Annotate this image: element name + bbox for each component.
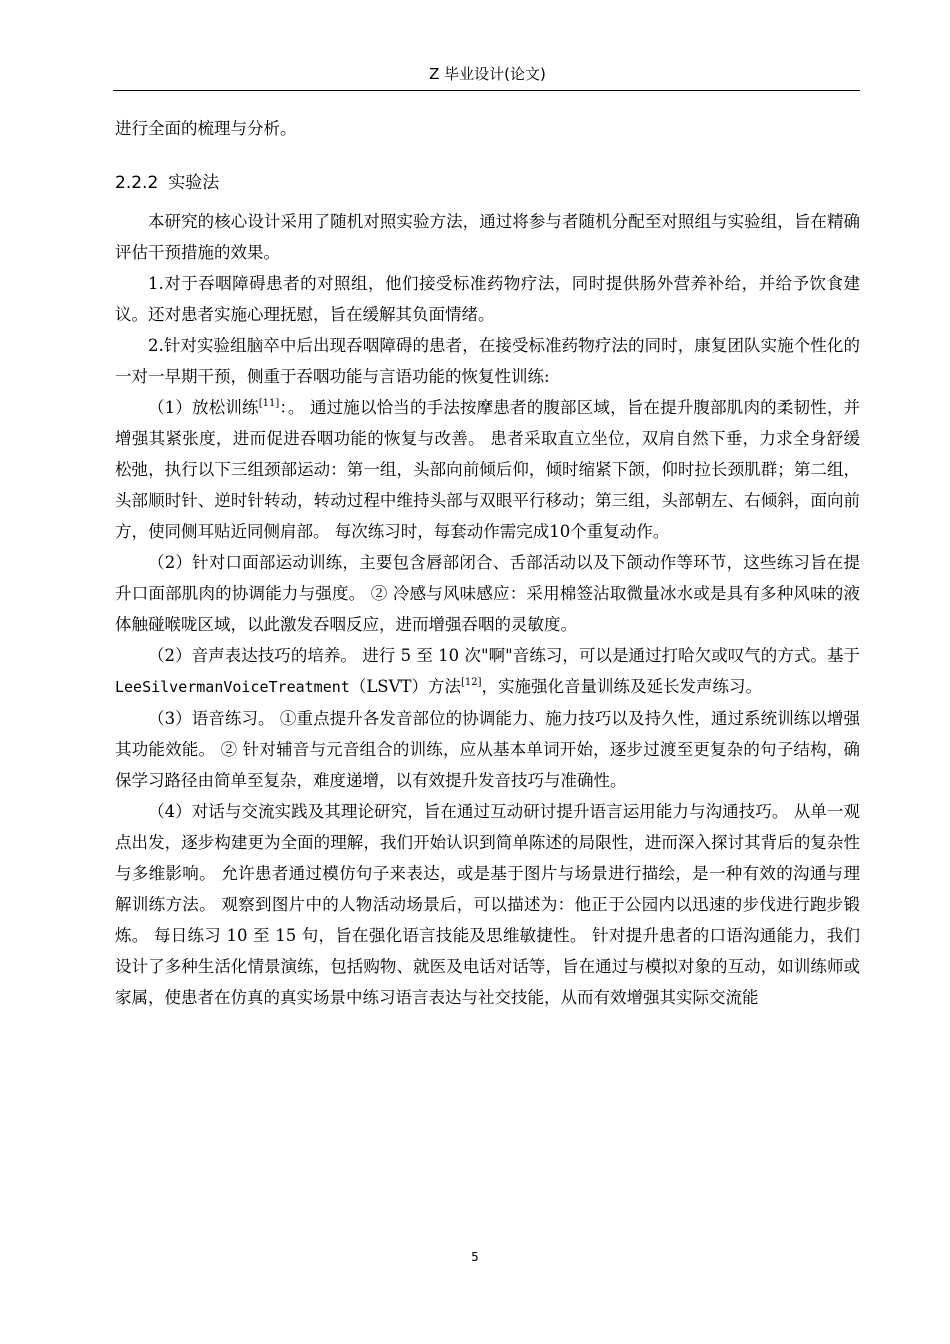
- voice-text-b: （LSVT）方法: [349, 677, 461, 696]
- citation-11: [11]: [258, 398, 280, 409]
- document-body: [115, 113, 860, 1013]
- section-title: 实验法: [168, 173, 220, 193]
- running-header: Z 毕业设计(论文): [429, 65, 546, 83]
- intro-line: 进行全面的梳理与分析。: [115, 119, 297, 138]
- section-number: 2.2.2: [115, 173, 159, 193]
- relaxation-text: ：。 通过施以恰当的手法按摩患者的腹部区域，旨在提升腹部肌肉的柔韧性，并增强其紧张度，进而促进吞咽功能的恢复与改善。 患者采取直立坐位，双肩自然下垂，力求全身舒缓松弛，执行以下三组颈部运动：第一组，头部向前倾后仰，倾时缩紧下颌，仰时拉长颈肌群；第二组，头部顺时针、逆时针转动，转动过程中维持头部与双眼平行移动；第三组，头部朝左、右倾斜，面向前方，使同侧耳贴近同侧肩部。 每次练习时，每套动作需完成10个重复动作。: [115, 398, 860, 541]
- paragraph-orofacial-training: （2）针对口面部运动训练，主要包含唇部闭合、舌部活动以及下颌动作等环节，这些练习旨在提升口面部肌肉的协调能力与强度。 ② 冷感与风味感应：采用棉签沾取微量冰水或是具有多种风味的液体触碰喉咙区域，以此激发吞咽反应，进而增强吞咽的灵敏度。: [115, 553, 860, 634]
- paragraph-voice-training: [115, 640, 860, 703]
- paragraph-experimental-group: 2.针对实验组脑卒中后出现吞咽障碍的患者，在接受标准药物疗法的同时，康复团队实施个性化的一对一早期干预，侧重于吞咽功能与言语功能的恢复性训练:: [115, 336, 860, 386]
- page-number: 5: [471, 1250, 479, 1264]
- paragraph-dialogue-practice: （4）对话与交流实践及其理论研究，旨在通过互动研讨提升语言运用能力与沟通技巧。 从单一观点出发，逐步构建更为全面的理解，我们开始认识到简单陈述的局限性，进而深入探讨其背后的复杂性与多维影响。 允许患者通过模仿句子来表达，或是基于图片与场景进行描绘，是一种有效的沟通与理解训练方法。 观察到图片中的人物活动场景后，可以描述为：他正于公园内以迅速的步伐进行跑步锻炼。 每日练习 10 至 15 句，旨在强化语言技能及思维敏捷性。 针对提升患者的口语沟通能力，我们设计了多种生活化情景演练，包括购物、就医及电话对话等，旨在通过与模拟对象的互动，如训练师或家属，使患者在仿真的真实场景中练习语言表达与社交技能，从而有效增强其实际交流能: [115, 802, 860, 1007]
- paragraph-articulation-practice: （3）语音练习。 ①重点提升各发音部位的协调能力、施力技巧以及持久性，通过系统训练以增强其功能效能。 ② 针对辅音与元音组合的训练，应从基本单词开始，逐步过渡至更复杂的句子结构，确保学习路径由简单至复杂，难度递增，以有效提升发音技巧与准确性。: [115, 709, 860, 790]
- voice-text-c: ，实施强化音量训练及延长发声练习。: [481, 677, 763, 696]
- voice-text-a: （2）音声表达技巧的培养。 进行 5 至 10 次"啊"音练习，可以是通过打哈欠或叹气的方式。基于: [148, 646, 860, 665]
- paragraph-control-group: 1.对于吞咽障碍患者的对照组，他们接受标准药物疗法，同时提供肠外营养补给，并给予饮食建议。还对患者实施心理抚慰，旨在缓解其负面情绪。: [115, 274, 860, 324]
- relaxation-heading: （1）放松训练: [148, 398, 259, 417]
- lsvt-name: LeeSilvermanVoiceTreatment: [115, 678, 350, 696]
- paragraph-study-design: 本研究的核心设计采用了随机对照实验方法，通过将参与者随机分配至对照组与实验组，旨在精确评估干预措施的效果。: [115, 212, 860, 262]
- paragraph-relaxation-training: [115, 392, 860, 547]
- citation-12: [12]: [461, 677, 482, 688]
- header-rule: [113, 90, 860, 91]
- section-heading: [115, 168, 860, 199]
